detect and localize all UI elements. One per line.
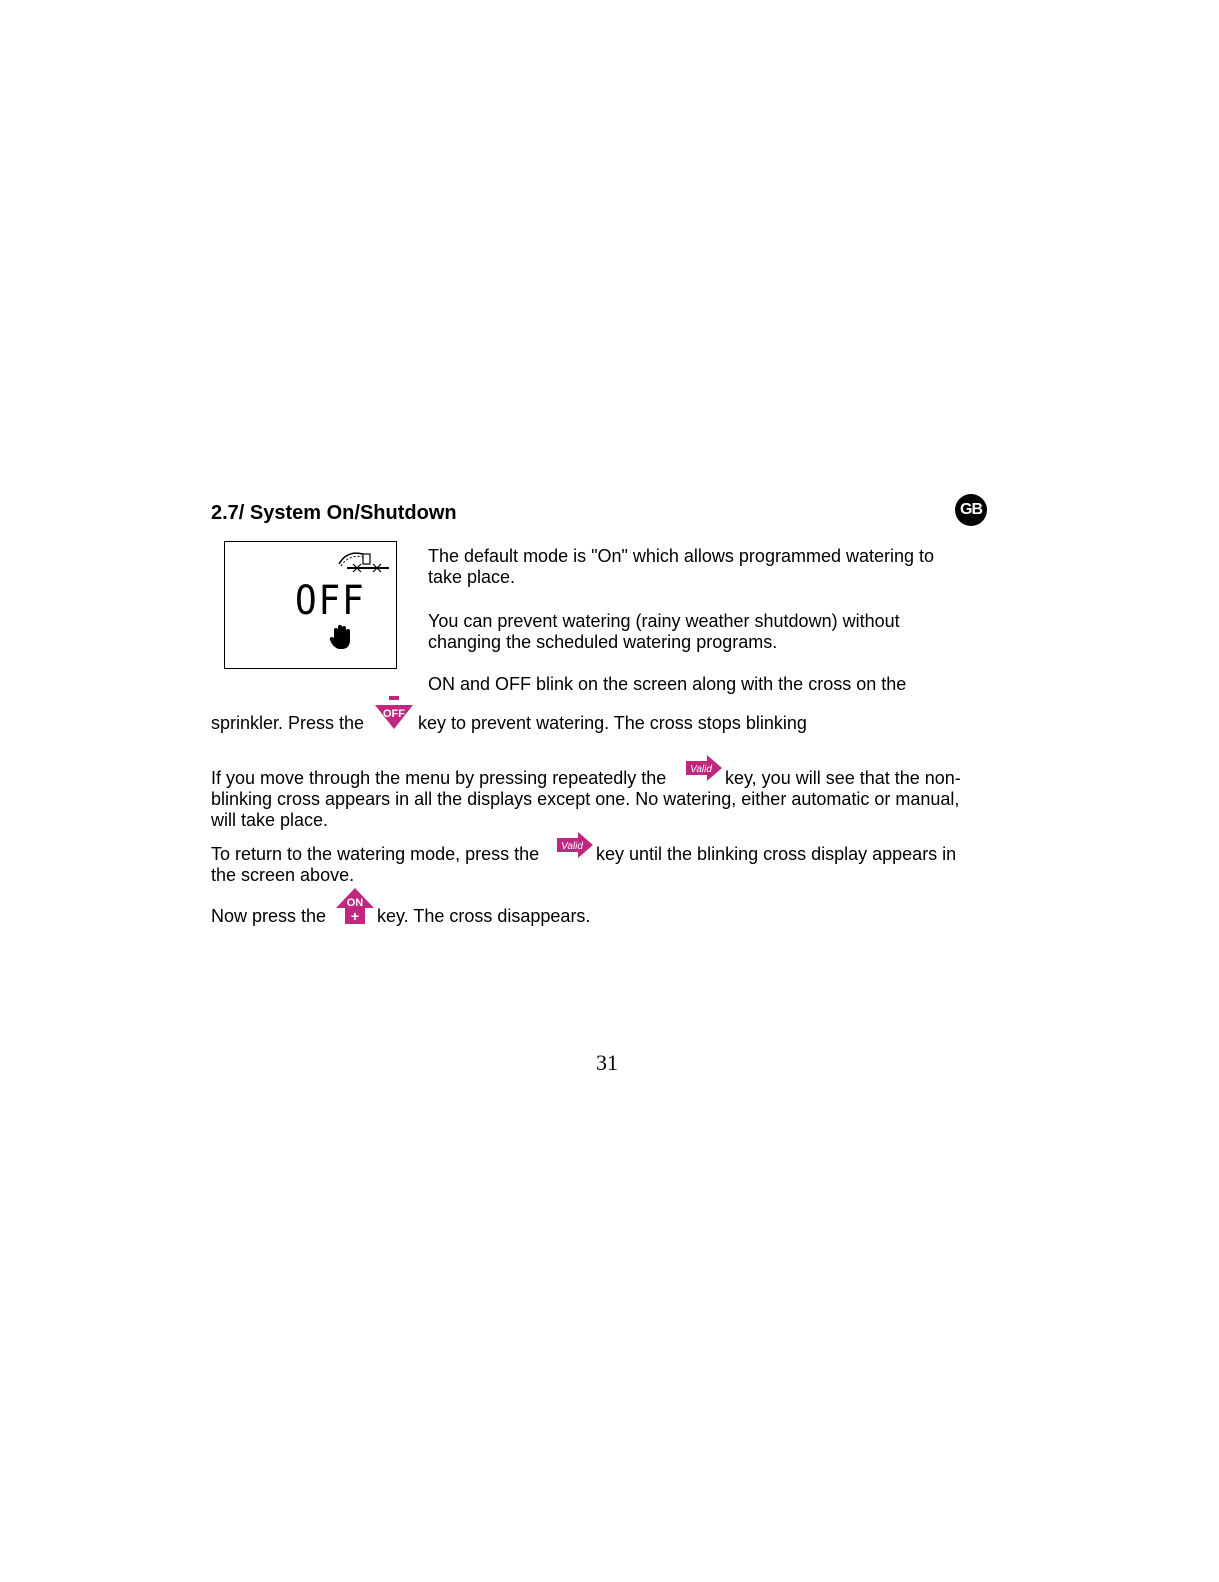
return-line-1-before: To return to the watering mode, press the (211, 844, 540, 864)
on-key-symbol: + (350, 908, 360, 924)
menu-line-2: blinking cross appears in all the displays except one. No watering, either automatic or manual, (211, 789, 960, 809)
prevent-line-1: You can prevent watering (rainy weather shutdown) without (428, 611, 900, 631)
lcd-display-text: OFF (295, 578, 366, 624)
return-line-1-after: key until the blinking cross display appears in (596, 844, 957, 864)
intro-line-2: take place. (428, 567, 516, 587)
hand-icon (329, 624, 351, 650)
menu-line-1-before: If you move through the menu by pressing repeatedly the (211, 768, 667, 788)
section-heading: 2.7/ System On/Shutdown (211, 502, 457, 524)
lcd-display (224, 541, 397, 669)
page-number: 31 (596, 1050, 618, 1075)
blink-line-1: ON and OFF blink on the screen along with the cross on the (428, 674, 907, 694)
valid-key-label: Valid (690, 764, 712, 775)
language-badge (955, 494, 987, 526)
valid-arrow-key-icon (556, 831, 594, 861)
press-off-before: sprinkler. Press the (211, 713, 365, 733)
off-key-label: OFF (383, 708, 405, 720)
on-key-label: ON (346, 897, 364, 909)
valid-key-label: Valid (561, 841, 583, 852)
on-key-before: Now press the (211, 906, 327, 926)
valid-arrow-key-icon (685, 754, 723, 784)
language-badge-label: GB (960, 501, 982, 518)
sprinkler-icon (333, 548, 393, 576)
menu-line-3: will take place. (211, 810, 329, 830)
prevent-line-2: changing the scheduled watering programs. (428, 632, 778, 652)
on-key-after: key. The cross disappears. (377, 906, 591, 926)
on-plus-key-icon (335, 887, 375, 925)
intro-line-1: The default mode is "On" which allows programmed watering to (428, 546, 935, 566)
menu-line-1-after: key, you will see that the non- (725, 768, 961, 788)
return-line-2: the screen above. (211, 865, 355, 885)
press-off-after: key to prevent watering. The cross stops blinking (418, 713, 807, 733)
off-minus-key-icon (373, 695, 415, 731)
